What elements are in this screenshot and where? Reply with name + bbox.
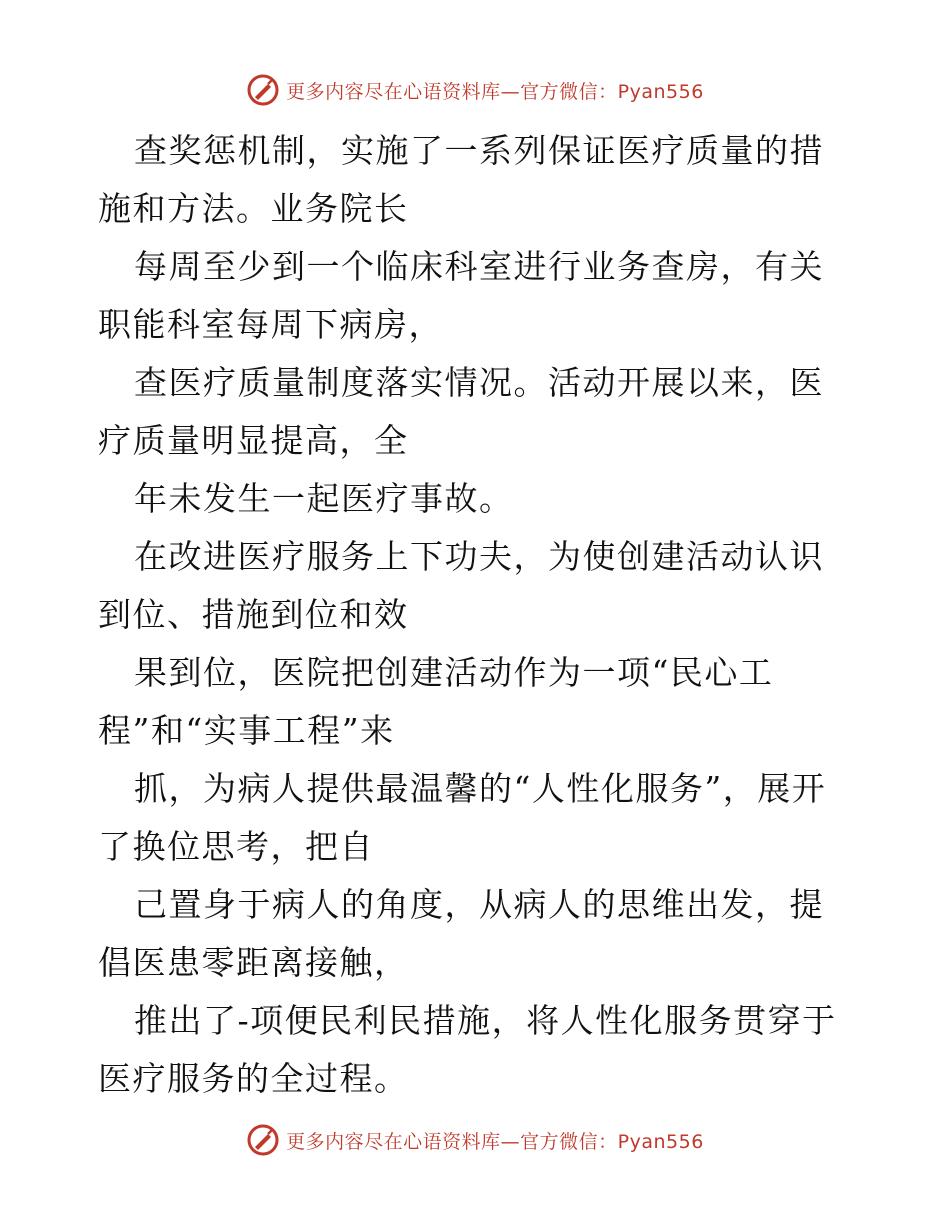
paragraph: 查奖惩机制，实施了一系列保证医疗质量的措施和方法。业务院长 bbox=[98, 131, 824, 228]
pen-circle-icon bbox=[246, 73, 280, 107]
paragraph: 查医疗质量制度落实情况。活动开展以来，医疗质量明显提高，全 bbox=[98, 363, 824, 460]
paragraph: 在改进医疗服务上下功夫，为使创建活动认识到位、措施到位和效 bbox=[98, 537, 824, 634]
paragraph: 果到位，医院把创建活动作为一项“民心工程”和“实事工程”来 bbox=[98, 653, 774, 750]
footer-banner-text: 更多内容尽在心语资料库—官方微信：Pyan556 bbox=[286, 1130, 704, 1153]
paragraph: 抓，为病人提供最温馨的“人性化服务”，展开了换位思考，把自 bbox=[98, 769, 827, 866]
paragraph: 己置身于病人的角度，从病人的思维出发，提倡医患零距离接触， bbox=[98, 885, 824, 982]
header-banner bbox=[0, 70, 950, 110]
footer-banner bbox=[0, 1120, 950, 1160]
pen-circle-icon bbox=[246, 1123, 280, 1157]
header-banner-text: 更多内容尽在心语资料库—官方微信：Pyan556 bbox=[286, 80, 704, 103]
paragraph: 推出了-项便民利民措施，将人性化服务贯穿于医疗服务的全过程。 bbox=[98, 1001, 837, 1098]
document-body bbox=[98, 122, 854, 1108]
paragraph: 每周至少到一个临床科室进行业务查房，有关职能科室每周下病房， bbox=[98, 247, 824, 344]
paragraph: 年未发生一起医疗事故。 bbox=[134, 479, 514, 518]
